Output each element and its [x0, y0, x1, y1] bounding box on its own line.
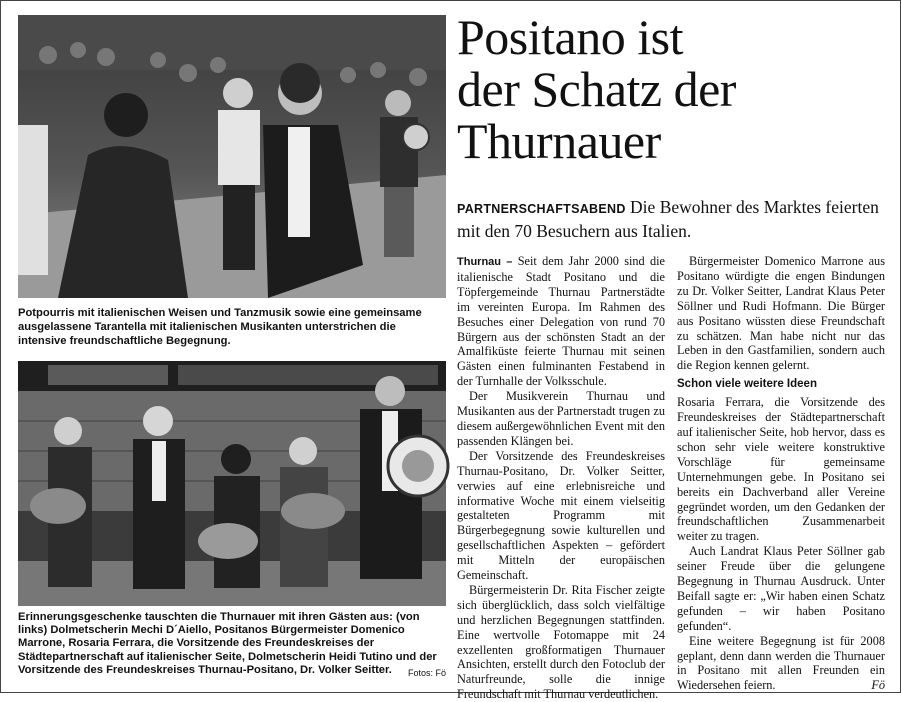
article-paragraph: Bürgermeister Domenico Marrone aus Positano würdigte die engen Bindungen zu Dr. Volker Seitter, Landrat Klaus Peter Söllner und Rudi Hofmann. Die Bürger aus Positano wüssten diese Freundschaft zu schätzen. Man habe nicht nur das Leben in den Gastfamilien, sondern auch die Region kennen gelernt. [677, 254, 885, 373]
author-initials: Fö [871, 678, 885, 693]
photo-credit: Fotos: Fö [407, 667, 446, 678]
article-paragraph: Rosaria Ferrara, die Vorsitzende des Freundeskreises der Städtepartnerschaft auf italienischer Seite, hob hervor, dass es schon sehr viele weitere konstruktive Vorschläge für gemeinsame Unternehmungen gebe. In Positano sei bereits ein Dachverband aller Vereine gegründet worden, um den Gedanken der freundschaftlichen Zusammenarbeit weiter zu tragen. [677, 395, 885, 544]
headline-line-2: der Schatz der [457, 61, 736, 117]
paragraph-text: Seit dem Jahr 2000 sind die italienische Stadt Positano und die Töpfergemeinde Thurnau Partnerstädte im vereinten Europa. Im Rahmen des Besuches einer Delegation von rund 70 Bürgern aus der schönsten Stadt an der Amalfiküste feierte Thurnau mit seinen Gästen einen fulminanten Festabend in der Turnhalle der Volksschule. [457, 254, 666, 389]
subhead [457, 196, 887, 242]
paragraph-text: Eine weitere Begegnung ist für 2008 geplant, denn dann werden die Thurnauer in Positano mit allen Freunden ein Wiedersehen feiern. [677, 633, 885, 693]
article-paragraph: Bürgermeisterin Dr. Rita Fischer zeigte sich überglücklich, dass solch vielfältige und herzlichen Begegnungen stattfinden. Eine wertvolle Fotomappe mit 24 exzellenten großformatigen Thurnauer Ansichten, erstellt durch den Fotoclub der Naturfreunde, solle die innige Freundschaft mit Thurnau verdeutlichen. [457, 582, 665, 702]
dateline: Thurnau – [457, 256, 513, 268]
article-column-1 [457, 254, 665, 702]
dance-photo [18, 15, 446, 298]
article-paragraph [677, 634, 885, 694]
article-paragraph [457, 254, 665, 389]
article-column-2 [677, 254, 885, 693]
gift-exchange-caption-text: Erinnerungsgeschenke tauschten die Thurnauer mit ihren Gästen aus: (von links) Dolmetscherin Mechi D´Aiello, Positanos Bürgermeister Domenico Marrone, Rosaria Ferrara, die Vorsitzende des Freundeskreises der Städtepartnerschaft auf italienischer Seite, Dolmetscherin Heidi Tutino und der Vorsitzende des Freundeskreises Thurnau-Positano, Dr. Volker Seitter. [18, 611, 437, 676]
subhead-text: Die Bewohner des Marktes feierten mit den 70 Besuchern aus Italien. [457, 197, 879, 241]
article-paragraph: Der Vorsitzende des Freundeskreises Thurnau-Positano, Dr. Volker Seitter, verwies auf eine erlebnisreiche und informative Woche mit einem vielseitig gestalteten Programm mit Bürgerbegegnung sowie kulturellen und gesellschaftlichen Aspekten – gefördert mit Mitteln der europäischen Gemeinschaft. [457, 448, 665, 583]
dance-photo-caption: Potpourris mit italienischen Weisen und Tanzmusik sowie eine gemeinsame ausgelassene Tarantella mit italienischen Musikanten unterstrichen die intensive freundschaftliche Begegnung. [18, 307, 422, 348]
article-subheading: Schon viele weitere Ideen [677, 378, 817, 391]
article-paragraph: Der Musikverein Thurnau und Musikanten aus der Partnerstadt trugen zu diesem außergewöhnlichen Event mit den passenden Klängen bei. [457, 389, 665, 448]
gift-exchange-caption [18, 611, 446, 680]
headline-line-1: Positano ist [457, 9, 683, 65]
article-paragraph: Auch Landrat Klaus Peter Söllner gab seiner Freude über die gelungene Begegnung in Thurnau Ausdruck. Unter Beifall sagte er: „Wir haben einen Schatz gefunden – wir haben Positano gefunden“. [677, 544, 885, 633]
headline [457, 11, 887, 167]
kicker: PARTNERSCHAFTSABEND [457, 202, 626, 216]
headline-line-3: Thurnauer [457, 113, 661, 169]
gift-exchange-photo [18, 361, 446, 606]
